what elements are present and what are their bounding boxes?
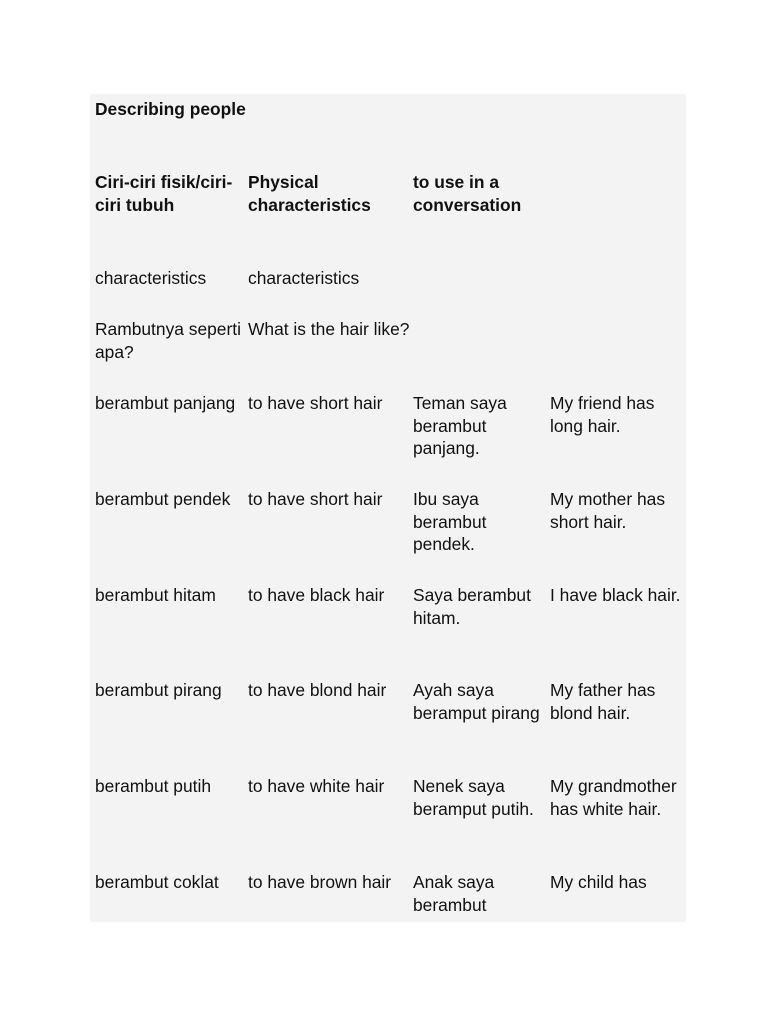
header-row — [95, 171, 686, 267]
example-english: My father has blond hair. — [550, 680, 656, 723]
document-page — [90, 94, 686, 922]
term-indonesian: characteristics — [95, 268, 207, 288]
example-indonesian: Anak saya berambut — [413, 872, 495, 915]
term-english: characteristics — [248, 268, 360, 288]
example-indonesian: Ibu saya berambut pendek. — [413, 489, 487, 554]
term-english: to have brown hair — [248, 872, 392, 892]
term-english: to have black hair — [248, 585, 385, 605]
term-english: to have blond hair — [248, 680, 387, 700]
term-english: to have short hair — [248, 393, 383, 413]
example-indonesian: Ayah saya beramput pirang — [413, 680, 540, 723]
example-indonesian: Teman saya berambut panjang. — [413, 393, 507, 458]
table-row — [95, 267, 686, 318]
term-english: to have short hair — [248, 489, 383, 509]
title-row — [95, 98, 686, 171]
term-english: to have white hair — [248, 776, 385, 796]
table-row — [95, 871, 686, 916]
vocabulary-table — [95, 98, 686, 916]
table-row — [95, 488, 686, 584]
table-row — [95, 392, 686, 488]
term-english: What is the hair like? — [248, 319, 410, 339]
term-indonesian: berambut pirang — [95, 680, 222, 700]
example-english: My mother has short hair. — [550, 489, 666, 532]
term-indonesian: Rambutnya seperti apa? — [95, 319, 241, 362]
table-row — [95, 584, 686, 679]
header-english: Physical characteristics — [248, 172, 371, 215]
term-indonesian: berambut putih — [95, 776, 212, 796]
term-indonesian: berambut pendek — [95, 489, 231, 509]
example-indonesian: Saya berambut hitam. — [413, 585, 531, 628]
term-indonesian: berambut coklat — [95, 872, 219, 892]
table-row — [95, 775, 686, 871]
table-row — [95, 318, 686, 392]
table-row — [95, 679, 686, 775]
header-indonesian: Ciri-ciri fisik/ciri-ciri tubuh — [95, 172, 233, 215]
example-english: My friend has long hair. — [550, 393, 655, 436]
header-conversation: to use in a conversation — [413, 172, 522, 215]
term-indonesian: berambut panjang — [95, 393, 236, 413]
example-indonesian: Nenek saya beramput putih. — [413, 776, 534, 819]
example-english: I have black hair. — [550, 585, 681, 605]
page-title: Describing people — [95, 99, 246, 119]
example-english: My grandmother has white hair. — [550, 776, 677, 819]
term-indonesian: berambut hitam — [95, 585, 216, 605]
example-english: My child has — [550, 872, 647, 892]
